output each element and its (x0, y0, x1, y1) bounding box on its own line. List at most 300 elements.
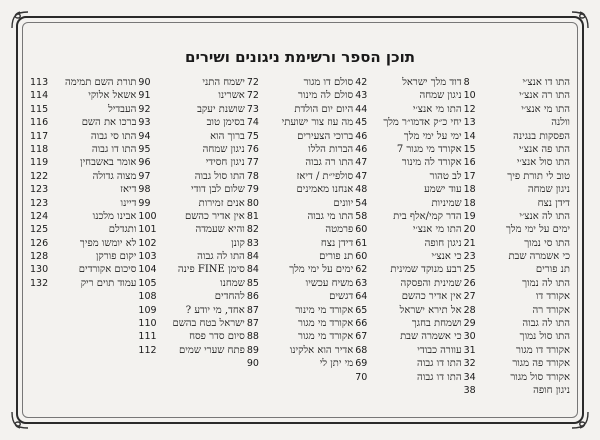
toc-entry-title: פתח שערי שמים (179, 344, 245, 356)
toc-entry (138, 197, 244, 210)
toc-entry-page-number: 100 (138, 210, 157, 222)
toc-entry-title: ותגדלם (108, 224, 137, 236)
toc-entry-title: סיכום אקורדים (78, 264, 137, 276)
toc-entry-page-number: 25 (463, 264, 476, 276)
toc-entry-page-number: 10 (463, 90, 476, 102)
toc-entry-page-number: 102 (138, 237, 157, 249)
toc-entry-title: ברכו את השם (81, 117, 137, 129)
toc-entry (464, 250, 570, 263)
toc-entry-title: התו רה גבוה (305, 157, 354, 169)
toc-entry-page-number: 105 (138, 277, 157, 289)
toc-entry (138, 156, 244, 169)
toc-entry (30, 143, 136, 156)
toc-entry (138, 143, 244, 156)
toc-entry (247, 277, 353, 290)
toc-entry-title: סולפי״ת / דיאז (296, 170, 354, 182)
toc-entry (30, 89, 136, 102)
toc-entry-title: יחי כ״ק אדמו״ר מלך (383, 117, 462, 129)
toc-entry (138, 170, 244, 183)
toc-entry-title: שמינית והפסקה (400, 277, 462, 289)
toc-entry-page-number: 125 (30, 224, 49, 236)
toc-entry-page-number: 87 (246, 304, 259, 316)
toc-entry-title: והיא שעמדה (195, 224, 245, 236)
toc-entry-title: שמיניות (431, 197, 462, 209)
toc-entry-title: התו דו גבוה (417, 358, 462, 370)
toc-entry-page-number: 87 (246, 318, 259, 330)
toc-entry-page-number: 68 (355, 344, 368, 356)
toc-entry-title: סולם לה מינור (297, 90, 354, 102)
toc-entry (247, 103, 353, 116)
toc-entry (247, 116, 353, 129)
toc-entry-title: התו סי נמוך (524, 237, 570, 249)
toc-entry-title: פרמטה (325, 224, 354, 236)
toc-entry-page-number: 92 (138, 103, 151, 115)
toc-entry-title: אנים זמירות (198, 197, 245, 209)
toc-entry (138, 183, 244, 196)
toc-entry-page-number: 73 (246, 103, 259, 115)
toc-entry-title: ושמחת בחגך (411, 318, 462, 330)
toc-entry-title: ברוך הוא (210, 130, 245, 142)
toc-entry-page-number: 47 (355, 157, 368, 169)
corner-ornament-bottom-left (8, 410, 30, 432)
toc-entry-title: התו מי אנצ׳י (521, 103, 570, 115)
toc-entry (355, 210, 461, 223)
toc-entry-title: ישראל בטח בהשם (172, 318, 245, 330)
toc-entry-title: ניגון חופה (424, 237, 462, 249)
toc-entry-page-number: 119 (30, 157, 49, 169)
toc-entry-title: התו מי אנצ׳י (412, 224, 462, 236)
toc-entry-page-number: 63 (355, 277, 368, 289)
toc-entry-title: התו דו גבוה (417, 371, 462, 383)
toc-entry (355, 143, 461, 156)
toc-entry (138, 317, 244, 330)
toc-entry (247, 143, 353, 156)
toc-entry-title: ניגון חופה (533, 384, 570, 396)
toc-entry-title: התו לה גבוה (197, 251, 245, 263)
toc-entry (355, 344, 461, 357)
toc-entry-page-number: 80 (246, 197, 259, 209)
toc-entry-title: שושנת יעקב (197, 103, 245, 115)
toc-entry-title: וולנה (551, 117, 570, 129)
toc-entry-page-number: 19 (463, 210, 476, 222)
toc-entry-title: דגשים (329, 291, 354, 303)
toc-entry-page-number: 75 (246, 130, 259, 142)
toc-entry-page-number: 60 (355, 251, 368, 263)
table-of-contents (30, 76, 570, 406)
toc-entry-title: דוד מלך ישראל (402, 77, 462, 88)
toc-entry (247, 317, 353, 330)
toc-entry-title: התו סי גבוה (90, 130, 137, 142)
toc-entry-title: אחד, מי יודע ? (185, 304, 245, 316)
toc-entry-title: בסימן טוב (206, 117, 245, 129)
toc-entry-page-number: 8 (463, 77, 470, 88)
toc-entry (138, 76, 244, 89)
toc-entry (247, 250, 353, 263)
toc-entry (247, 183, 353, 196)
toc-entry (464, 357, 570, 370)
toc-entry-page-number: 18 (463, 184, 476, 196)
toc-entry (247, 223, 353, 236)
toc-entry (30, 170, 136, 183)
toc-entry (247, 89, 353, 102)
toc-entry-title: לא יומשו מפיך (79, 237, 137, 249)
toc-entry-title: העבדיל (108, 103, 137, 115)
toc-entry-title: סיום סדר פסח (189, 331, 245, 343)
toc-entry (138, 263, 244, 276)
toc-entry (355, 76, 461, 89)
toc-entry-title: כי אשמרה שבת (508, 251, 570, 263)
toc-entry-page-number: 66 (355, 318, 368, 330)
toc-entry (464, 344, 570, 357)
toc-entry-title: אקורד סול מגור (510, 371, 570, 383)
toc-entry-page-number: 90 (246, 358, 259, 370)
toc-entry (355, 237, 461, 250)
toc-entry-page-number: 31 (463, 344, 476, 356)
toc-entry-title: שלום לבן דודי (191, 184, 245, 196)
toc-entry-page-number: 103 (138, 251, 157, 263)
toc-entry (355, 89, 461, 102)
toc-entry-page-number: 48 (355, 184, 368, 196)
toc-entry-title: אקורד מי מינור (295, 304, 354, 316)
toc-entry-page-number: 14 (463, 130, 476, 142)
toc-entry-title: ימי על ימי מלך (403, 130, 462, 142)
toc-entry-title: להחדים (214, 291, 245, 303)
toc-entry (30, 103, 136, 116)
toc-entry-page-number: 32 (463, 358, 476, 370)
toc-entry (355, 250, 461, 263)
toc-entry (355, 156, 461, 169)
toc-entry-page-number: 29 (463, 318, 476, 330)
toc-entry-page-number: 30 (463, 331, 476, 343)
corner-ornament-bottom-right (570, 410, 592, 432)
toc-entry (247, 237, 353, 250)
toc-entry-page-number: 116 (30, 117, 49, 129)
toc-entry-title: יקום פורקן (95, 251, 137, 263)
toc-entry (138, 237, 244, 250)
toc-entry (247, 156, 353, 169)
toc-entry-page-number: 97 (138, 170, 151, 182)
toc-entry (464, 304, 570, 317)
toc-entry-title: טוב לי תורת פיך (507, 170, 570, 182)
toc-entry-page-number: 43 (355, 90, 368, 102)
toc-entry-page-number: 61 (355, 237, 368, 249)
toc-entry-page-number: 47 (355, 170, 368, 182)
toc-entry-page-number: 46 (355, 143, 368, 155)
toc-entry-page-number: 128 (30, 251, 49, 263)
toc-entry-page-number: 91 (138, 90, 151, 102)
toc-entry-page-number: 20 (463, 224, 476, 236)
toc-entry-page-number: 111 (138, 331, 157, 343)
toc-entry-title: ישמח התני (202, 77, 245, 88)
toc-entry (247, 197, 353, 210)
toc-entry-title: התו פה אנצ׳י (518, 143, 570, 155)
toc-entry-page-number: 96 (138, 157, 151, 169)
toc-entry (30, 250, 136, 263)
toc-entry-title: עוד ישמע (424, 184, 462, 196)
toc-entry-title: הפסקות בנגינה (513, 130, 570, 142)
toc-entry-title: אין אדיר כהשם (184, 210, 245, 222)
toc-entry-title: אקורד פה מגור (512, 358, 570, 370)
toc-entry-title: אל תירא ישראל (399, 304, 462, 316)
toc-entry-title: אבינו מלכנו (92, 210, 137, 222)
toc-entry-page-number: 34 (463, 371, 476, 383)
toc-entry-title: ימים על ימי מלך (289, 264, 354, 276)
toc-entry (355, 330, 461, 343)
toc-entry (464, 330, 570, 343)
toc-entry-page-number: 126 (30, 237, 49, 249)
toc-column (30, 76, 136, 406)
toc-entry-title: התו דו אנצ׳י (522, 77, 570, 88)
toc-entry-title: ברוכי הצעירים (297, 130, 354, 142)
toc-entry (355, 317, 461, 330)
toc-entry-title: מה עוז צור ישועתי (281, 117, 354, 129)
toc-entry (464, 116, 570, 129)
toc-entry (138, 250, 244, 263)
toc-entry (247, 263, 353, 276)
toc-entry-page-number: 86 (246, 291, 259, 303)
toc-entry-title: תנ פורים (535, 264, 570, 276)
toc-entry-page-number: 122 (30, 170, 49, 182)
toc-entry-title: אשרינו (218, 90, 245, 102)
corner-ornament-top-left (8, 8, 30, 30)
toc-entry (464, 277, 570, 290)
toc-entry-page-number: 94 (138, 130, 151, 142)
toc-entry-page-number: 84 (246, 264, 259, 276)
toc-entry-page-number: 69 (355, 358, 368, 370)
toc-entry (30, 76, 136, 89)
toc-entry-title: התו סול גבוה (194, 170, 245, 182)
toc-entry (464, 76, 570, 89)
toc-entry (30, 183, 136, 196)
toc-entry-page-number: 72 (246, 77, 259, 88)
toc-entry (247, 357, 353, 370)
toc-entry (138, 210, 244, 223)
toc-entry-title: דיינו (120, 197, 137, 209)
toc-entry-title: כי אנצ׳י (431, 251, 462, 263)
toc-entry-title: אומר באשבחין (80, 157, 137, 169)
toc-entry-page-number: 104 (138, 264, 157, 276)
toc-entry-title: קונן (231, 237, 245, 249)
toc-entry (30, 210, 136, 223)
toc-entry (30, 197, 136, 210)
toc-entry-title: רבע מנוקד שמינית (390, 264, 462, 276)
toc-entry-title: אקורד דו (535, 291, 570, 303)
toc-entry (30, 223, 136, 236)
toc-entry-page-number: 117 (30, 130, 49, 142)
toc-entry-title: אין אדיר כהשם (401, 291, 462, 303)
toc-entry (138, 89, 244, 102)
toc-entry (138, 130, 244, 143)
toc-entry-page-number: 93 (138, 117, 151, 129)
toc-entry-page-number: 124 (30, 210, 49, 222)
toc-entry-page-number: 83 (246, 237, 259, 249)
toc-entry (464, 384, 570, 397)
toc-entry-page-number: 82 (246, 224, 259, 236)
toc-entry (355, 357, 461, 370)
toc-entry-title: התו רה אנצ׳י (519, 90, 570, 102)
toc-entry (247, 330, 353, 343)
toc-entry-page-number: 74 (246, 117, 259, 129)
toc-entry-title: התו דו גבוה (91, 143, 137, 155)
toc-entry-title: יוונים (333, 197, 354, 209)
toc-entry-page-number: 76 (246, 143, 259, 155)
toc-entry-title: תנ פורים (319, 251, 354, 263)
toc-column (247, 76, 353, 406)
toc-entry-title: התו לה גבוה (522, 318, 570, 330)
toc-entry-page-number: 114 (30, 90, 49, 102)
toc-entry-title: דיאז (120, 184, 137, 196)
toc-entry (247, 130, 353, 143)
toc-entry-page-number: 17 (463, 170, 476, 182)
toc-entry (464, 223, 570, 236)
toc-entry-page-number: 62 (355, 264, 368, 276)
toc-entry (464, 210, 570, 223)
toc-entry-page-number: 21 (463, 237, 476, 249)
toc-entry (247, 290, 353, 303)
toc-entry (464, 183, 570, 196)
toc-entry (464, 197, 570, 210)
toc-entry-page-number: 101 (138, 224, 157, 236)
toc-entry (355, 130, 461, 143)
toc-entry-page-number: 42 (355, 77, 368, 88)
toc-column (355, 76, 461, 406)
toc-entry-page-number: 26 (463, 277, 476, 289)
toc-entry-page-number: 16 (463, 157, 476, 169)
toc-entry-page-number: 78 (246, 170, 259, 182)
toc-entry (464, 156, 570, 169)
toc-entry (355, 304, 461, 317)
toc-entry (138, 277, 244, 290)
toc-entry (355, 371, 461, 384)
toc-entry (464, 371, 570, 384)
toc-entry (355, 170, 461, 183)
toc-entry-page-number: 88 (246, 331, 259, 343)
toc-entry-title: משיח עכשיו (305, 277, 354, 289)
toc-entry-page-number: 70 (355, 371, 368, 383)
toc-entry-page-number: 110 (138, 318, 157, 330)
toc-entry-page-number: 79 (246, 184, 259, 196)
toc-entry-page-number: 13 (463, 117, 476, 129)
toc-entry (464, 237, 570, 250)
toc-entry-page-number: 84 (246, 251, 259, 263)
toc-entry-page-number: 44 (355, 103, 368, 115)
toc-entry (355, 223, 461, 236)
toc-entry-page-number: 38 (463, 384, 476, 396)
toc-entry (30, 263, 136, 276)
toc-entry-page-number: 54 (355, 197, 368, 209)
toc-entry-page-number: 90 (138, 77, 151, 88)
toc-entry-title: מי יתן לי (319, 358, 354, 370)
toc-entry-title: אקורד מי מגור (297, 318, 354, 330)
toc-entry-page-number: 58 (355, 210, 368, 222)
toc-entry-page-number: 64 (355, 291, 368, 303)
toc-column (138, 76, 244, 406)
toc-entry (247, 210, 353, 223)
toc-entry-title: אקורד דו מגור (515, 344, 570, 356)
toc-entry (355, 197, 461, 210)
toc-entry-page-number: 113 (30, 77, 49, 88)
toc-entry (464, 317, 570, 330)
toc-entry-page-number: 12 (463, 103, 476, 115)
toc-entry-title: התו לה נמוך (522, 277, 570, 289)
toc-entry-title: אקורד רה (532, 304, 570, 316)
toc-entry (30, 237, 136, 250)
toc-entry (247, 170, 353, 183)
toc-entry-page-number: 99 (138, 197, 151, 209)
toc-entry (247, 76, 353, 89)
toc-entry (355, 116, 461, 129)
toc-entry-page-number: 81 (246, 210, 259, 222)
toc-entry-title: סימן FINE פינה (177, 264, 245, 276)
page-title: תוכן הספר ורשימת ניגונים ושירים (185, 48, 415, 66)
toc-entry-title: כי אשמרה שבת (400, 331, 462, 343)
toc-entry-page-number: 77 (246, 157, 259, 169)
toc-entry-page-number: 28 (463, 304, 476, 316)
toc-entry-title: סולם דו מגור (303, 77, 354, 88)
toc-entry-title: אדיר הוא אלקינו (289, 344, 354, 356)
toc-entry-title: התו סול נמוך (519, 331, 570, 343)
toc-entry-title: הברות הללו (308, 143, 354, 155)
toc-entry-title: ניגון שמחה (419, 90, 462, 102)
toc-entry-title: התו מי גבוה (307, 210, 354, 222)
toc-entry-page-number: 108 (138, 291, 157, 303)
toc-entry (464, 103, 570, 116)
toc-entry-page-number: 132 (30, 277, 49, 289)
toc-entry-page-number: 95 (138, 143, 151, 155)
toc-entry (355, 263, 461, 276)
toc-entry-title: שמחנו (220, 277, 245, 289)
toc-entry (464, 89, 570, 102)
toc-entry (138, 304, 244, 317)
toc-entry (138, 330, 244, 343)
toc-entry-title: התו לה אנצ׳י (519, 210, 570, 222)
toc-entry-title: עמוד תוים ריק (80, 277, 137, 289)
toc-entry (464, 130, 570, 143)
toc-entry-title: ניגון חסידי (205, 157, 245, 169)
toc-entry-page-number: 98 (138, 184, 151, 196)
toc-entry-page-number: 46 (355, 130, 368, 142)
toc-entry (464, 263, 570, 276)
toc-entry-title: לב טהור (429, 170, 462, 182)
toc-entry-title: אקורד מי מגור (297, 331, 354, 343)
toc-entry (464, 290, 570, 303)
toc-entry-title: הדר קמי/אלף בית (393, 210, 462, 222)
toc-entry-page-number: 112 (138, 344, 157, 356)
toc-entry-title: דידן נצח (537, 197, 570, 209)
toc-entry-page-number: 109 (138, 304, 157, 316)
toc-entry-page-number: 130 (30, 264, 49, 276)
toc-entry-title: אקורד מי מגור 7 (396, 143, 462, 155)
toc-entry (464, 170, 570, 183)
toc-entry (464, 143, 570, 156)
toc-entry (138, 116, 244, 129)
toc-entry-page-number: 118 (30, 143, 49, 155)
toc-entry-page-number: 23 (463, 251, 476, 263)
toc-entry-title: אשאל אלוקי (88, 90, 137, 102)
toc-column (464, 76, 570, 406)
toc-entry-page-number: 115 (30, 103, 49, 115)
toc-entry (138, 223, 244, 236)
toc-entry (355, 103, 461, 116)
toc-entry (247, 304, 353, 317)
toc-entry-page-number: 89 (246, 344, 259, 356)
toc-entry-title: ניגון שמחה (527, 184, 570, 196)
toc-entry (247, 344, 353, 357)
toc-entry-page-number: 85 (246, 277, 259, 289)
toc-entry-page-number: 123 (30, 197, 49, 209)
corner-ornament-top-right (570, 8, 592, 30)
toc-entry-page-number: 45 (355, 117, 368, 129)
